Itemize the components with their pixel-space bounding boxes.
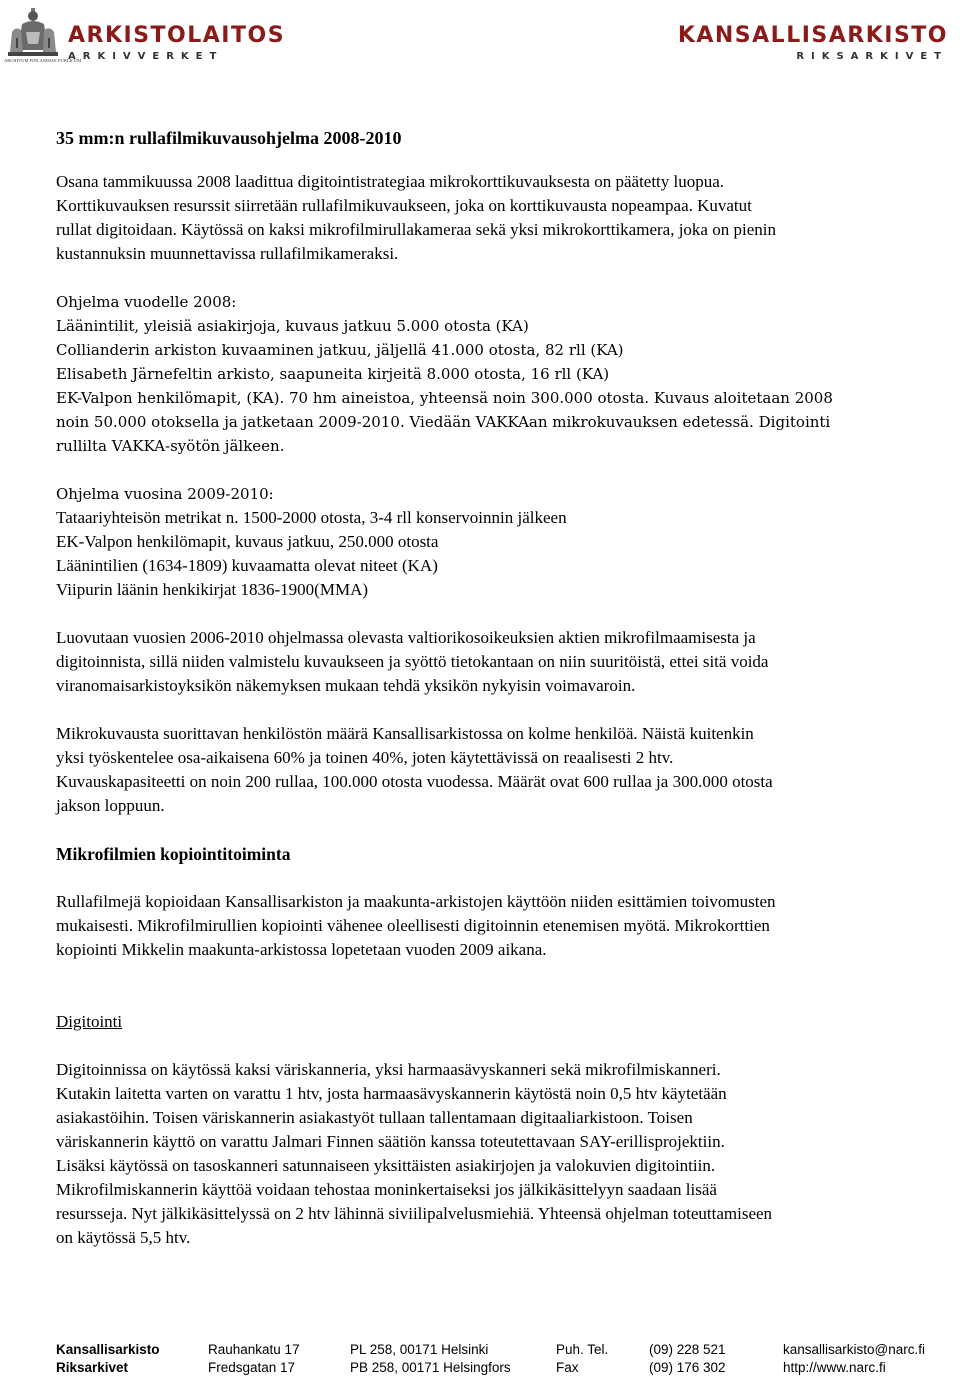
digitointi-heading: Digitointi — [56, 1012, 123, 1031]
text-line: Osana tammikuussa 2008 laadittua digitointistrategiaa mikrokorttikuvauksesta on päätetty luopua. — [56, 172, 725, 191]
website-link[interactable]: http://www.narc.fi — [783, 1360, 886, 1375]
program-2008-heading: Ohjelma vuodelle 2008: — [56, 293, 237, 311]
list-item: Tataariyhteisön metrikat n. 1500-2000 otosta, 3-4 rll konservoinnin jälkeen — [56, 508, 567, 527]
text-line: mukaisesti. Mikrofilmirullien kopiointi vähenee oleellisesti digitoinnin etenemisen myötä. Mikrokorttien — [56, 916, 770, 935]
phone-label: Puh. Tel. — [556, 1342, 609, 1357]
list-item: EK-Valpon henkilömapit, (KA). 70 hm aineistoa, yhteensä noin 300.000 otosta. Kuvaus aloitetaan 2008 — [56, 389, 833, 407]
text-line: viranomaisarkistoyksikön näkemyksen mukaan tehdä yksikön nykyisin voimavaroin. — [56, 676, 636, 695]
list-item: Läänintilit, yleisiä asiakirjoja, kuvaus jatkuu 5.000 otosta (KA) — [56, 317, 529, 335]
text-line: Lisäksi käytössä on tasoskanneri satunnaiseen yksittäisten asiakirjojen ja valokuvien digitointiin. — [56, 1156, 716, 1175]
text-line: Digitoinnissa on käytössä kaksi väriskanneria, yksi harmaasävyskanneri sekä mikrofilmiskanneri. — [56, 1060, 721, 1079]
text-line: Mikrofilmiskannerin käyttöä voidaan tehostaa moninkertaiseksi jos jälkikäsittelyyn saadaan lisää — [56, 1180, 717, 1199]
text-line: Mikrokuvausta suorittavan henkilöstön määrä Kansallisarkistossa on kolme henkilöä. Näistä kuitenkin — [56, 724, 754, 743]
org-name: Kansallisarkisto — [56, 1342, 160, 1357]
document-title: 35 mm:n rullafilmikuvausohjelma 2008-2010 — [56, 128, 402, 148]
archive-seal-icon — [4, 2, 62, 64]
program-2009-heading: Ohjelma vuosina 2009-2010: — [56, 485, 274, 503]
postal-address: PL 258, 00171 Helsinki — [350, 1342, 489, 1357]
kansallisarkisto-wordmark: KANSALLISARKISTO — [677, 23, 948, 48]
email-link[interactable]: kansallisarkisto@narc.fi — [783, 1342, 926, 1357]
intro-paragraph — [56, 170, 946, 266]
footer-row-swedish — [56, 1359, 946, 1377]
text-line: asiakastöihin. Toisen väriskannerin asiakastyöt tullaan tallentamaan digitaaliarkistoon. Toisen — [56, 1108, 693, 1127]
list-item: Viipurin läänin henkikirjat 1836-1900(MMA) — [56, 580, 369, 599]
footer-row-finnish — [56, 1341, 946, 1359]
list-item: Collianderin arkiston kuvaaminen jatkuu, jäljellä 41.000 otosta, 82 rll (KA) — [56, 341, 624, 359]
text-line: yksi työskentelee osa-aikaisena 60% ja toinen 40%, joten käytettävissä on reaalisesti 2 htv. — [56, 748, 674, 767]
text-line: Luovutaan vuosien 2006-2010 ohjelmassa olevasta valtiorikosoikeuksien aktien mikrofilmaamisesta ja — [56, 628, 756, 647]
fax-label: Fax — [556, 1360, 579, 1375]
street-address: Fredsgatan 17 — [208, 1360, 296, 1375]
text-line: Korttikuvauksen resurssit siirretään rullafilmikuvaukseen, joka on korttikuvausta nopeampaa. Kuvatut — [56, 196, 752, 215]
text-line: kustannuksin muunnettavissa rullafilmikameraksi. — [56, 244, 399, 263]
list-item: Läänintilien (1634-1809) kuvaamatta olevat niteet (KA) — [56, 556, 438, 575]
text-line: kopiointi Mikkelin maakunta-arkistossa lopetetaan vuoden 2009 aikana. — [56, 940, 547, 959]
mikrokuvausta-paragraph — [56, 722, 946, 818]
text-line: jakson loppuun. — [56, 796, 165, 815]
text-line: Kuvauskapasiteetti on noin 200 rullaa, 100.000 otosta vuodessa. Määrät ovat 600 rullaa ja 300.000 otosta — [56, 772, 773, 791]
kopiointi-paragraph — [56, 890, 946, 962]
text-line: Rullafilmejä kopioidaan Kansallisarkiston ja maakunta-arkistojen käyttöön niiden esittämien toivomusten — [56, 892, 776, 911]
program-2009-list — [56, 506, 946, 602]
kansallisarkisto-logo — [678, 24, 948, 64]
phone-number: (09) 228 521 — [649, 1342, 726, 1357]
text-line: on käytössä 5,5 htv. — [56, 1228, 191, 1247]
arkistolaitos-logo — [4, 2, 285, 64]
arkistolaitos-wordmark: ARKISTOLAITOS — [68, 23, 286, 48]
list-item: Elisabeth Järnefeltin arkisto, saapuneita kirjeitä 8.000 otosta, 16 rll (KA) — [56, 365, 610, 383]
program-2008-list — [56, 314, 946, 458]
kopiointi-heading: Mikrofilmien kopiointitoiminta — [56, 844, 291, 864]
postal-address: PB 258, 00171 Helsingfors — [350, 1360, 511, 1375]
text-line: rullat digitoidaan. Käytössä on kaksi mikrofilmirullakameraa sekä yksi mikrokorttikamera, joka on pienin — [56, 220, 776, 239]
text-line: Kutakin laitetta varten on varattu 1 htv, josta harmaasävyskannerin käytöstä noin 0,5 htv käytetään — [56, 1084, 727, 1103]
emblem-caption: ARCHIVUM FINLANDIAE PUBLICUM — [4, 58, 82, 63]
document-body — [56, 126, 946, 1250]
text-line: väriskannerin käyttö on varattu Jalmari Finnen säätiön kanssa toteutettavaan SAY-erillisprojektiin. — [56, 1132, 725, 1151]
footer-contact — [56, 1341, 946, 1377]
letterhead — [0, 0, 960, 80]
list-item: rullilta VAKKA-syötön jälkeen. — [56, 437, 285, 455]
text-line: resursseja. Nyt jälkikäsittelyssä on 2 htv lähinnä siviilipalvelusmiehiä. Yhteensä ohjelman toteuttamiseen — [56, 1204, 773, 1223]
arkivverket-wordmark: ARKIVVERKET — [68, 51, 224, 62]
riksarkivet-wordmark: RIKSARKIVET — [796, 51, 948, 62]
org-name: Riksarkivet — [56, 1360, 129, 1375]
list-item: noin 50.000 otoksella ja jatketaan 2009-2010. Viedään VAKKAan mikrokuvauksen edetessä. Digitointi — [56, 413, 831, 431]
digitointi-paragraph — [56, 1058, 946, 1250]
list-item: EK-Valpon henkilömapit, kuvaus jatkuu, 250.000 otosta — [56, 532, 439, 551]
text-line: digitoinnista, sillä niiden valmistelu kuvaukseen ja syöttö tietokantaan on niin suuritöistä, ettei sitä voida — [56, 652, 769, 671]
luovutaan-paragraph — [56, 626, 946, 698]
street-address: Rauhankatu 17 — [208, 1342, 300, 1357]
fax-number: (09) 176 302 — [649, 1360, 726, 1375]
